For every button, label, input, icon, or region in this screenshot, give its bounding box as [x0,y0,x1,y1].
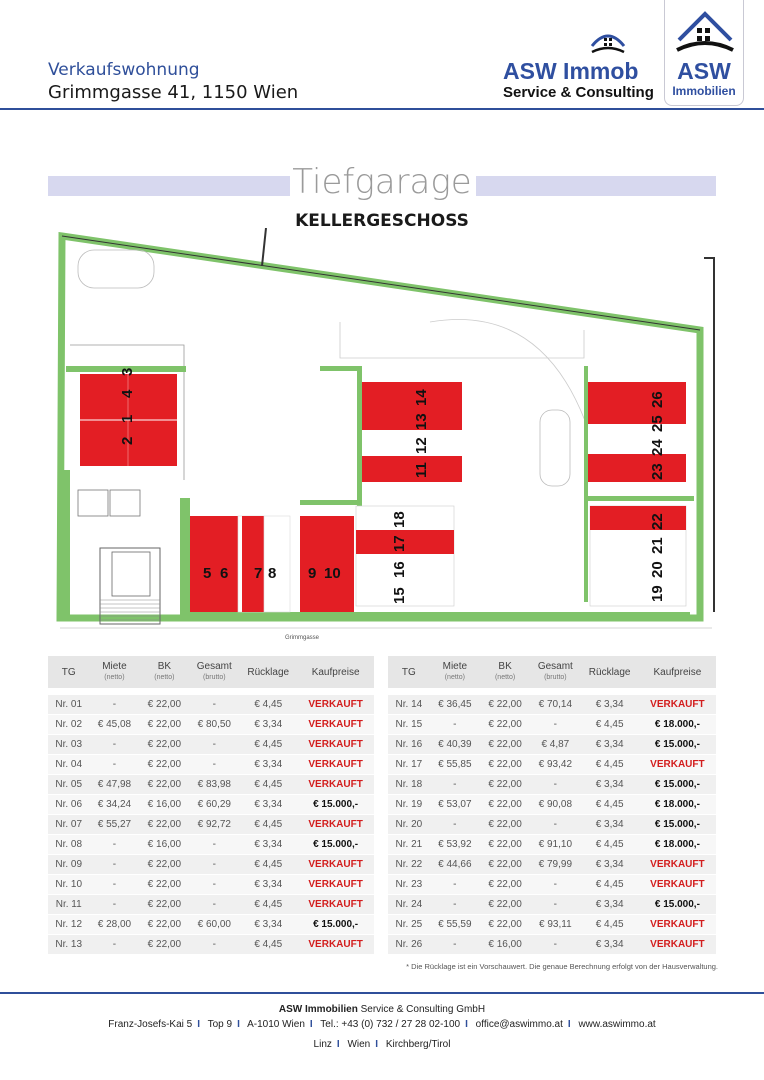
table-row [48,914,374,934]
footer-email-link[interactable]: office@aswimmo.at [475,1019,563,1030]
table-row [48,754,374,774]
cell-bk: € 16,00 [139,794,189,814]
cell-kaufpreis: € 18.000,- [639,794,716,814]
cell-ruecklage: € 3,34 [239,714,297,734]
cell-miete: € 28,00 [89,914,139,934]
cell-kaufpreis: € 15.000,- [639,814,716,834]
cell-tg: Nr. 05 [48,774,89,794]
cell-tg: Nr. 07 [48,814,89,834]
spot-number: 10 [324,565,341,582]
spot-number: 17 [391,535,408,552]
footnote: * Die Rücklage ist ein Vorschauwert. Die genaue Berechnung erfolgt von der Hausverwaltung. [406,962,718,971]
cell-bk: € 22,00 [480,754,530,774]
cell-miete: € 34,24 [89,794,139,814]
cell-tg: Nr. 04 [48,754,89,774]
footer-phone[interactable]: Tel.: +43 (0) 732 / 27 28 02-100 [320,1019,461,1030]
cell-miete: - [89,754,139,774]
spot-number: 4 [119,389,136,398]
cell-gesamt: € 60,00 [189,914,239,934]
spot-number: 20 [649,561,666,578]
cell-gesamt: - [530,934,580,954]
cell-kaufpreis: VERKAUFT [297,934,374,954]
cell-kaufpreis: € 18.000,- [639,834,716,854]
cell-kaufpreis: VERKAUFT [297,754,374,774]
spot-number: 3 [119,367,136,376]
cell-ruecklage: € 4,45 [580,914,638,934]
cell-bk: € 22,00 [139,934,189,954]
cell-miete: € 47,98 [89,774,139,794]
cell-kaufpreis: € 15.000,- [297,834,374,854]
table-row [48,874,374,894]
cell-kaufpreis: VERKAUFT [639,934,716,954]
cell-gesamt: - [530,894,580,914]
cell-gesamt: - [189,694,239,714]
cell-bk: € 22,00 [480,774,530,794]
cell-kaufpreis: VERKAUFT [297,854,374,874]
floor-plan-drawing [0,228,764,648]
cell-miete: - [89,694,139,714]
spot-number: 1 [119,414,136,423]
cell-miete: - [430,894,480,914]
footer-location: Wien [347,1039,371,1050]
cell-gesamt: - [189,874,239,894]
cell-kaufpreis: VERKAUFT [297,714,374,734]
cell-ruecklage: € 3,34 [580,734,638,754]
parking-spot-5-6 [190,516,238,612]
house-logo-icon [590,22,626,56]
col-bk [139,656,189,688]
table-row [388,794,716,814]
price-table-left [48,656,374,955]
cell-bk: € 16,00 [139,834,189,854]
col-gesamt [530,656,580,688]
cell-bk: € 22,00 [480,894,530,914]
table-row [388,934,716,954]
table-row [388,814,716,834]
col-kaufpreise: Kaufpreise [639,656,716,688]
spot-number: 21 [649,537,666,554]
cell-kaufpreis: VERKAUFT [639,854,716,874]
col-miete-sub: (netto) [104,674,125,681]
cell-gesamt: € 4,87 [530,734,580,754]
cell-bk: € 22,00 [480,834,530,854]
spot-number: 15 [391,587,408,604]
col-ruecklage: Rücklage [580,656,638,688]
footer-locations: Linz I Wien I Kirchberg/Tirol [313,1039,451,1050]
cell-bk: € 22,00 [139,814,189,834]
cell-gesamt: € 91,10 [530,834,580,854]
cell-miete: € 45,08 [89,714,139,734]
logo-badge [664,0,744,106]
col-gesamt-label: Gesamt [196,661,232,672]
cell-gesamt: - [530,774,580,794]
footer-web-link[interactable]: www.aswimmo.at [578,1019,656,1030]
spot-number: 16 [391,561,408,578]
cell-kaufpreis: VERKAUFT [297,734,374,754]
cell-tg: Nr. 02 [48,714,89,734]
cell-gesamt: - [189,854,239,874]
cell-kaufpreis: € 15.000,- [297,794,374,814]
table-row [388,754,716,774]
cell-kaufpreis: VERKAUFT [639,874,716,894]
parking-spot-9-10 [300,516,354,612]
table-header [388,656,716,688]
spot-number: 9 [308,565,317,582]
cell-gesamt: € 93,11 [530,914,580,934]
cell-bk: € 22,00 [480,714,530,734]
spot-number: 6 [220,565,229,582]
cell-kaufpreis: VERKAUFT [297,694,374,714]
cell-miete: € 53,92 [430,834,480,854]
table-row [48,894,374,914]
cell-ruecklage: € 3,34 [239,874,297,894]
cell-tg: Nr. 13 [48,934,89,954]
col-miete-label: Miete [442,661,468,672]
cell-tg: Nr. 22 [388,854,430,874]
cell-miete: - [430,934,480,954]
footer-street: Franz-Josefs-Kai 5 [108,1019,193,1030]
cell-kaufpreis: VERKAUFT [297,774,374,794]
col-gesamt-label: Gesamt [537,661,573,672]
cell-gesamt: € 60,29 [189,794,239,814]
cell-bk: € 22,00 [139,714,189,734]
cell-ruecklage: € 3,34 [239,914,297,934]
spot-number: 26 [649,391,666,408]
table-row [48,934,374,954]
cell-ruecklage: € 3,34 [580,894,638,914]
col-miete [89,656,139,688]
cell-gesamt: - [530,714,580,734]
cell-ruecklage: € 4,45 [580,834,638,854]
col-tg: TG [48,656,89,688]
listing-type: Verkaufswohnung [48,60,200,80]
cell-bk: € 22,00 [139,774,189,794]
table-row [48,834,374,854]
cell-kaufpreis: € 15.000,- [639,734,716,754]
cell-tg: Nr. 17 [388,754,430,774]
table-row [388,854,716,874]
cell-gesamt: € 80,50 [189,714,239,734]
table-row [388,914,716,934]
spot-number: 22 [649,513,666,530]
col-miete-sub: (netto) [444,674,465,681]
table-row [388,894,716,914]
section-title: Tiefgarage [292,162,472,202]
cell-ruecklage: € 3,34 [580,934,638,954]
table-header [48,656,374,688]
logo-badge-title: ASW [677,58,731,84]
cell-miete: - [430,874,480,894]
cell-ruecklage: € 3,34 [239,794,297,814]
cell-tg: Nr. 03 [48,734,89,754]
cell-tg: Nr. 09 [48,854,89,874]
table-row [48,714,374,734]
footer-divider [0,992,764,994]
table-body-left [48,688,374,954]
spot-number: 5 [203,565,212,582]
cell-gesamt: € 93,42 [530,754,580,774]
floor-plan [0,228,764,648]
col-miete [430,656,480,688]
table-row [48,794,374,814]
cell-gesamt: € 90,08 [530,794,580,814]
col-kaufpreise: Kaufpreise [297,656,374,688]
col-gesamt-sub: (brutto) [203,674,226,681]
table-row [388,714,716,734]
col-bk-sub: (netto) [154,674,175,681]
col-ruecklage: Rücklage [239,656,297,688]
cell-bk: € 16,00 [480,934,530,954]
cell-ruecklage: € 4,45 [239,934,297,954]
table-row [388,694,716,714]
cell-ruecklage: € 4,45 [239,814,297,834]
cell-tg: Nr. 23 [388,874,430,894]
cell-kaufpreis: VERKAUFT [639,694,716,714]
cell-tg: Nr. 14 [388,694,430,714]
col-bk-label: BK [498,661,512,672]
cell-ruecklage: € 3,34 [239,834,297,854]
cell-miete: - [89,874,139,894]
cell-ruecklage: € 4,45 [580,794,638,814]
table-row [48,734,374,754]
cell-miete: € 55,27 [89,814,139,834]
cell-miete: € 55,59 [430,914,480,934]
cell-tg: Nr. 15 [388,714,430,734]
cell-miete: - [89,934,139,954]
table-row [48,694,374,714]
cell-ruecklage: € 4,45 [239,694,297,714]
cell-miete: € 44,66 [430,854,480,874]
cell-bk: € 22,00 [480,814,530,834]
cell-tg: Nr. 20 [388,814,430,834]
street-label: Grimmgasse [285,635,320,641]
spot-number: 19 [649,585,666,602]
cell-bk: € 22,00 [139,874,189,894]
logo-tagline: Service & Consulting [503,84,654,101]
cell-gesamt: € 79,99 [530,854,580,874]
spot-number: 24 [649,439,666,456]
spot-number: 18 [391,511,408,528]
cell-ruecklage: € 3,34 [580,774,638,794]
cell-bk: € 22,00 [139,894,189,914]
cell-ruecklage: € 4,45 [580,754,638,774]
spot-number: 11 [413,462,430,478]
cell-bk: € 22,00 [480,874,530,894]
cell-gesamt: € 92,72 [189,814,239,834]
footer-top: Top 9 [207,1019,233,1030]
cell-kaufpreis: VERKAUFT [297,814,374,834]
footer-company-suffix: Service & Consulting GmbH [357,1004,486,1015]
cell-ruecklage: € 3,34 [239,754,297,774]
price-table-right [388,656,716,955]
listing-address: Grimmgasse 41, 1150 Wien [48,82,299,103]
section-subtitle: KELLERGESCHOSS [295,211,469,231]
col-gesamt [189,656,239,688]
cell-kaufpreis: € 15.000,- [639,774,716,794]
cell-gesamt: - [189,754,239,774]
table-row [388,734,716,754]
table-row [388,874,716,894]
spot-number: 8 [268,565,277,582]
cell-miete: - [89,854,139,874]
cell-ruecklage: € 4,45 [580,874,638,894]
cell-ruecklage: € 4,45 [239,894,297,914]
spot-number: 12 [413,437,430,454]
col-bk-label: BK [157,661,172,672]
cell-bk: € 22,00 [139,914,189,934]
cell-tg: Nr. 24 [388,894,430,914]
house-badge-icon [673,6,737,56]
cell-gesamt: - [530,814,580,834]
cell-miete: - [89,894,139,914]
cell-gesamt: - [189,934,239,954]
cell-ruecklage: € 4,45 [580,714,638,734]
footer-location: Linz [313,1039,332,1050]
footer-city: A-1010 Wien [247,1019,305,1030]
footer-contact: Franz-Josefs-Kai 5 I Top 9 I A-1010 Wien I Tel.: +43 (0) 732 / 27 28 02-100 I office@aswimmo.at I www.aswimmo.at [108,1019,656,1030]
footer-company-name: ASW Immobilien [278,1004,358,1015]
cell-bk: € 22,00 [139,854,189,874]
footer-location: Kirchberg/Tirol [385,1039,451,1050]
spot-number: 13 [413,413,430,430]
cell-tg: Nr. 10 [48,874,89,894]
cell-kaufpreis: VERKAUFT [297,894,374,914]
cell-tg: Nr. 26 [388,934,430,954]
cell-bk: € 22,00 [480,794,530,814]
cell-gesamt: € 83,98 [189,774,239,794]
cell-miete: € 36,45 [430,694,480,714]
cell-miete: € 53,07 [430,794,480,814]
cell-kaufpreis: € 18.000,- [639,714,716,734]
table-row [48,774,374,794]
cell-tg: Nr. 06 [48,794,89,814]
cell-bk: € 22,00 [480,854,530,874]
cell-kaufpreis: € 15.000,- [297,914,374,934]
cell-tg: Nr. 12 [48,914,89,934]
footer-company [0,1004,764,1015]
cell-tg: Nr. 21 [388,834,430,854]
cell-miete: € 40,39 [430,734,480,754]
cell-gesamt: € 70,14 [530,694,580,714]
table-row [48,854,374,874]
logo-wordmark: ASW Immob [503,58,639,84]
cell-gesamt: - [189,734,239,754]
col-tg: TG [388,656,430,688]
cell-bk: € 22,00 [480,694,530,714]
cell-tg: Nr. 18 [388,774,430,794]
cell-tg: Nr. 08 [48,834,89,854]
cell-kaufpreis: VERKAUFT [297,874,374,894]
header-divider [0,108,764,110]
cell-miete: € 55,85 [430,754,480,774]
cell-bk: € 22,00 [139,734,189,754]
cell-ruecklage: € 3,34 [580,854,638,874]
spot-number: 23 [649,463,666,480]
cell-kaufpreis: VERKAUFT [639,914,716,934]
spot-number: 2 [119,436,136,445]
table-row [388,834,716,854]
col-gesamt-sub: (brutto) [544,674,567,681]
cell-ruecklage: € 3,34 [580,694,638,714]
cell-miete: - [430,714,480,734]
table-body-right [388,688,716,954]
table-row [388,774,716,794]
cell-gesamt: - [189,894,239,914]
cell-miete: - [430,774,480,794]
spot-number: 14 [413,389,430,406]
cell-bk: € 22,00 [480,914,530,934]
page-header [0,0,764,112]
spot-number: 7 [254,565,263,582]
spot-number: 25 [649,415,666,432]
cell-bk: € 22,00 [480,734,530,754]
logo-badge-subtitle: Immobilien [672,84,736,98]
cell-tg: Nr. 16 [388,734,430,754]
cell-ruecklage: € 4,45 [239,774,297,794]
cell-miete: - [89,734,139,754]
col-miete-label: Miete [102,661,127,672]
cell-tg: Nr. 01 [48,694,89,714]
cell-ruecklage: € 4,45 [239,854,297,874]
cell-ruecklage: € 3,34 [580,814,638,834]
cell-gesamt: - [530,874,580,894]
cell-miete: - [430,814,480,834]
col-bk-sub: (netto) [494,674,516,681]
cell-gesamt: - [189,834,239,854]
cell-tg: Nr. 19 [388,794,430,814]
cell-kaufpreis: € 15.000,- [639,894,716,914]
cell-bk: € 22,00 [139,754,189,774]
cell-kaufpreis: VERKAUFT [639,754,716,774]
cell-bk: € 22,00 [139,694,189,714]
cell-miete: - [89,834,139,854]
cell-tg: Nr. 25 [388,914,430,934]
cell-tg: Nr. 11 [48,894,89,914]
cell-ruecklage: € 4,45 [239,734,297,754]
table-row [48,814,374,834]
col-bk [480,656,530,688]
